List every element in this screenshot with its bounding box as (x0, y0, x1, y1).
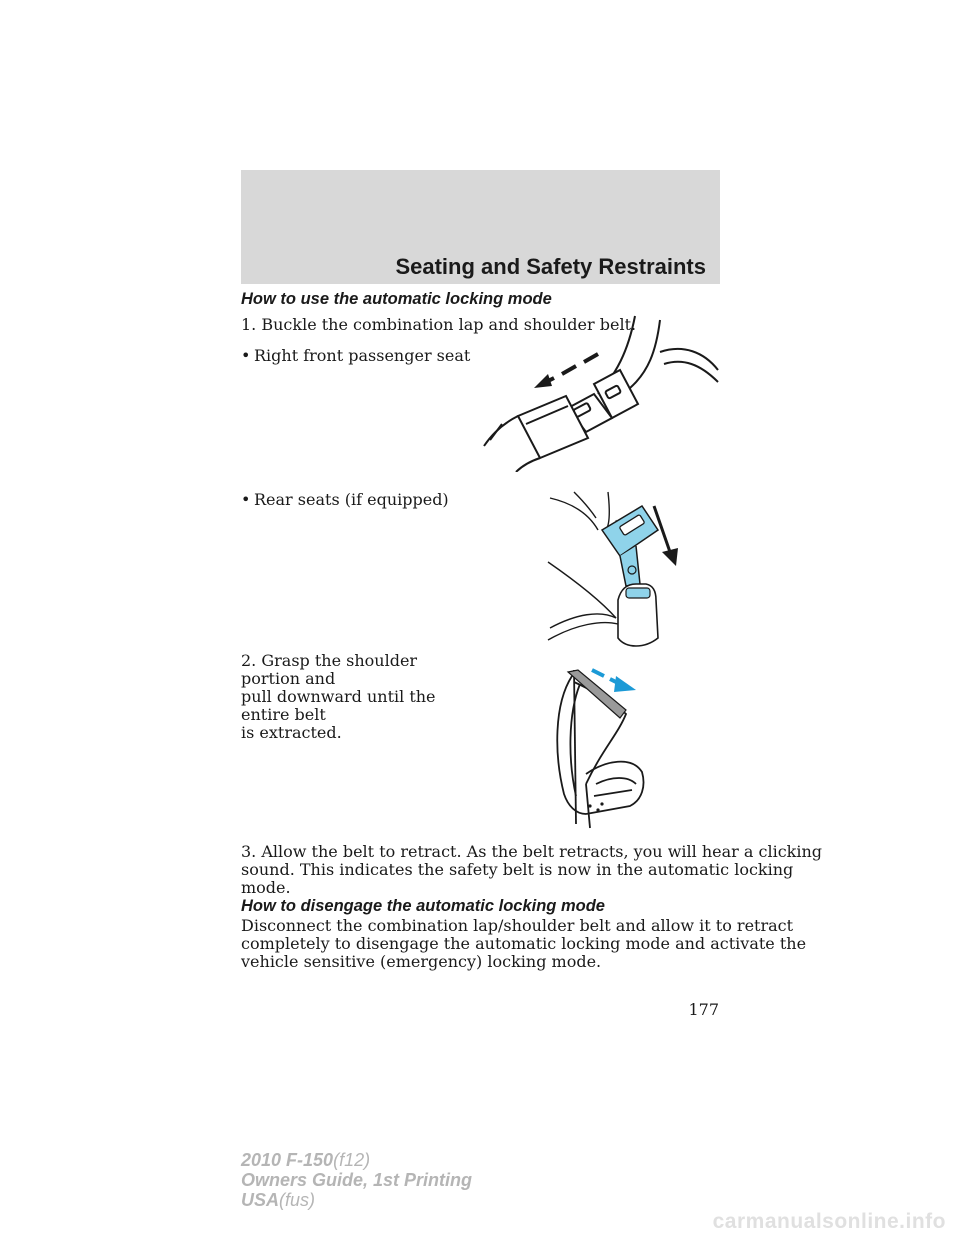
heading-disengage-automatic-locking: How to disengage the automatic locking mode (241, 897, 605, 915)
page-number: 177 (688, 1000, 719, 1019)
step-3-line: mode. (241, 878, 291, 897)
section-header-band (241, 170, 720, 284)
rear-buckle-illustration (546, 490, 686, 650)
step-3-line: 3. Allow the belt to retract. As the belt retracts, you will hear a clicking (241, 842, 823, 861)
bullet-glyph: • (241, 346, 251, 365)
seat-belt-extraction-illustration (546, 664, 656, 834)
step-1-text: 1. Buckle the combination lap and shoulder belt. (241, 315, 637, 334)
bullet-front-passenger (241, 346, 470, 365)
step-2-line: pull downward until the entire belt (241, 687, 436, 724)
step-2-line: 2. Grasp the shoulder portion and (241, 651, 418, 688)
bullet-glyph: • (241, 490, 251, 509)
step-2-line: is extracted. (241, 723, 342, 742)
heading-use-automatic-locking: How to use the automatic locking mode (241, 290, 552, 308)
bullet-rear-label: Rear seats (if equipped) (254, 490, 449, 509)
footer-model: 2010 F-150 (241, 1150, 334, 1170)
watermark: carmanualsonline.info (712, 1210, 946, 1233)
step-3-text (241, 843, 822, 897)
section-title: Seating and Safety Restraints (395, 254, 706, 279)
step-3-line: sound. This indicates the safety belt is now in the automatic locking (241, 860, 794, 879)
footer-model-code: (f12) (333, 1150, 371, 1170)
bullet-rear-seats (241, 490, 449, 509)
step-2-text (241, 652, 471, 742)
footer-guide-edition: Owners Guide, 1st Printing (241, 1170, 473, 1190)
buckle-belt-illustration (478, 312, 723, 472)
footer-printing-info (241, 1150, 472, 1210)
disengage-line: Disconnect the combination lap/shoulder belt and allow it to retract (241, 916, 794, 935)
disengage-line: vehicle sensitive (emergency) locking mode. (241, 952, 602, 971)
disengage-line: completely to disengage the automatic locking mode and activate the (241, 934, 807, 953)
disengage-text (241, 917, 806, 971)
footer-region-code: (fus) (279, 1190, 316, 1210)
footer-region: USA (241, 1190, 280, 1210)
bullet-front-label: Right front passenger seat (254, 346, 471, 365)
